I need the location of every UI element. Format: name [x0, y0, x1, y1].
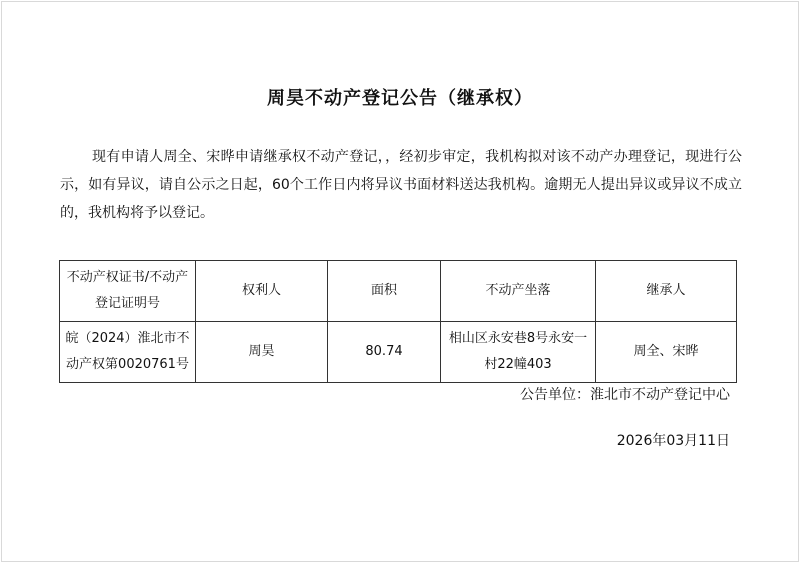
issuer-line: 公告单位：淮北市不动产登记中心: [520, 387, 730, 403]
cell-heirs: 周全、宋晔: [596, 322, 737, 383]
cell-area: 80.74: [328, 322, 441, 383]
header-right-holder: 权利人: [196, 261, 328, 322]
table-header-row: [60, 261, 737, 322]
table-row: [60, 322, 737, 383]
notice-title: 周昊不动产登记公告（继承权）: [267, 88, 533, 109]
cell-certificate-number: 皖（2024）淮北市不动产权第0020761号: [60, 322, 196, 383]
header-location: 不动产坐落: [441, 261, 596, 322]
header-heirs: 继承人: [596, 261, 737, 322]
cell-location: 相山区永安巷8号永安一村22幢403: [441, 322, 596, 383]
notice-date: 2026年03月11日: [616, 433, 730, 449]
notice-body: 现有申请人周全、宋晔申请继承权不动产登记，，经初步审定，我机构拟对该不动产办理登记，现进行公示，如有异议，请自公示之日起，60个工作日内将异议书面材料送达我机构。逾期无人提出异议或异议不成立的，我机构将予以登记。: [60, 149, 742, 221]
cell-right-holder: 周昊: [196, 322, 328, 383]
notice-table: [59, 260, 737, 383]
header-certificate-number: 不动产权证书/不动产登记证明号: [60, 261, 196, 322]
header-area: 面积: [328, 261, 441, 322]
